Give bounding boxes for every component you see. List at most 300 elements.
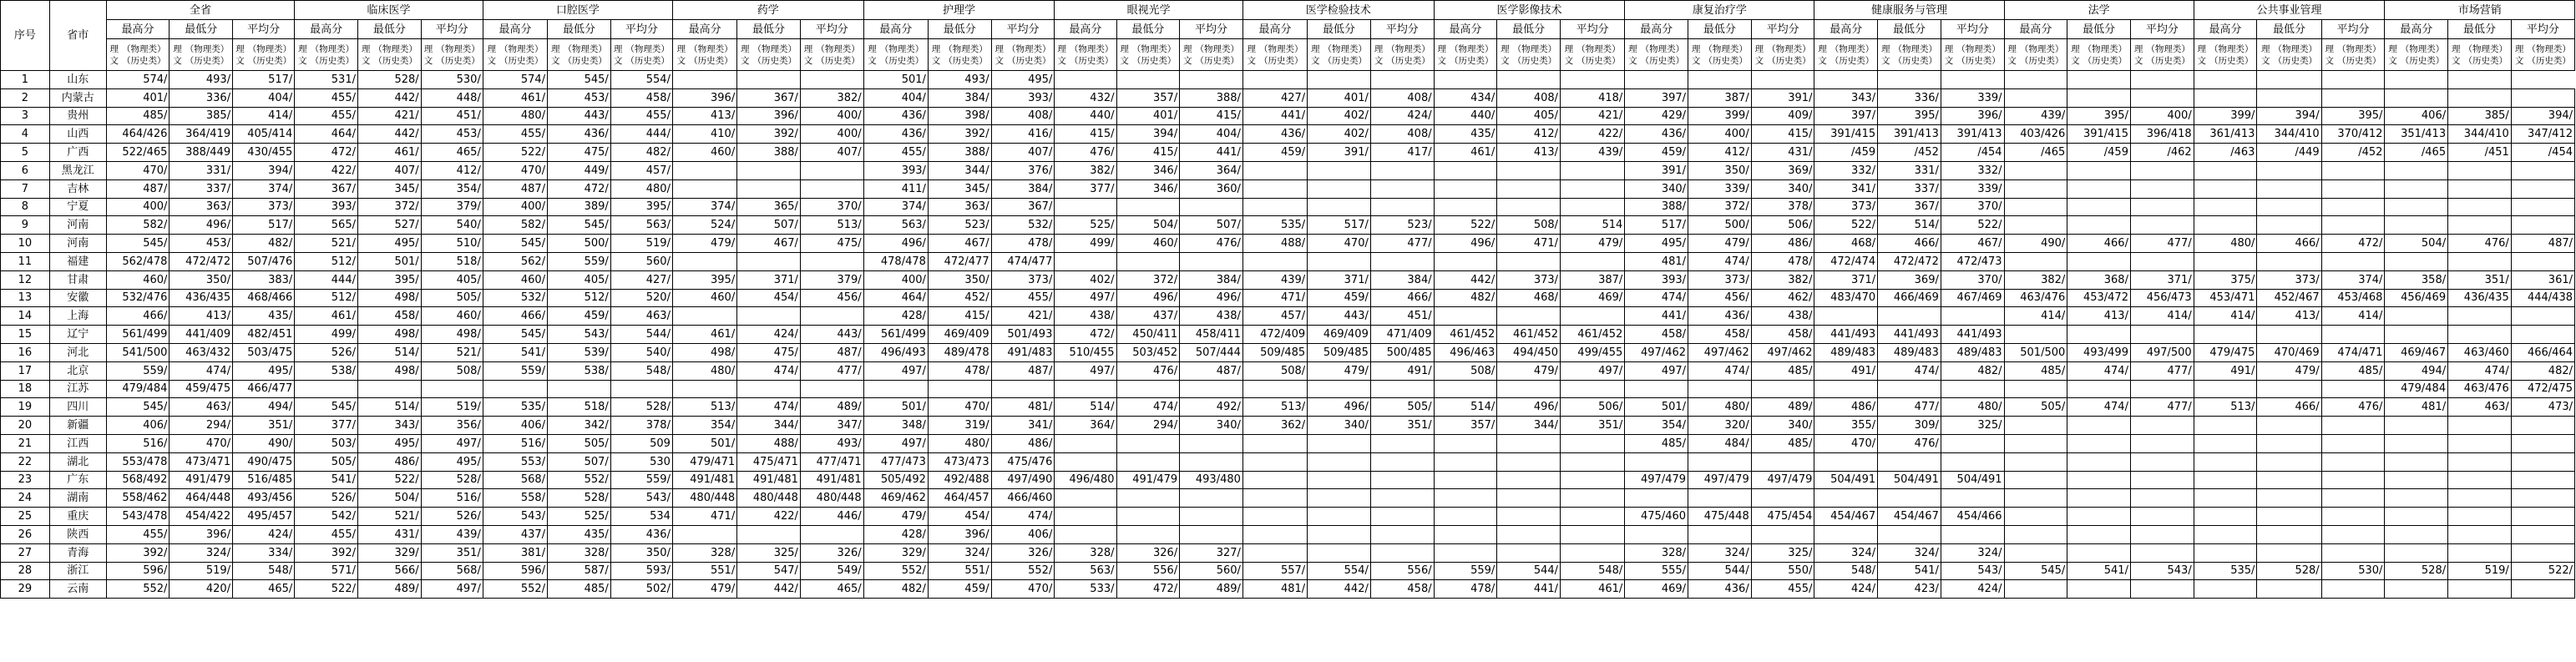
score-cell: 522/ [357, 471, 421, 489]
score-cell [1370, 452, 1434, 471]
score-cell: 410/ [672, 125, 736, 144]
score-cell: 551/ [928, 562, 991, 580]
track-li: 理 [1754, 43, 1764, 54]
score-cell: 548/ [610, 361, 672, 380]
row-index: 4 [1, 125, 50, 144]
track-letters [2452, 43, 2461, 67]
score-cell: 467/469 [1941, 289, 2004, 307]
score-cell [1308, 252, 1371, 270]
province-cell: 江西 [49, 434, 106, 452]
score-cell: 363/ [928, 198, 991, 216]
table-row [1, 270, 2575, 289]
score-cell: 513/ [2194, 398, 2257, 417]
score-cell [1561, 252, 1625, 270]
score-cell: 371/ [1308, 270, 1371, 289]
score-cell: 443/ [800, 326, 863, 344]
score-cell [295, 380, 358, 398]
score-cell: 371/ [2130, 270, 2194, 289]
track-letters [2071, 43, 2080, 67]
score-cell: 472/474 [1814, 252, 1878, 270]
metric-header: 最高分 [2385, 20, 2448, 39]
score-cell: 478/ [991, 235, 1055, 253]
score-cell [1242, 198, 1307, 216]
score-cell [2321, 471, 2385, 489]
score-cell: 477/ [1370, 235, 1434, 253]
score-cell: 442/ [357, 88, 421, 107]
score-cell: 464/ [863, 289, 928, 307]
score-cell [2130, 452, 2194, 471]
score-cell [1180, 525, 1243, 543]
track-letters [1565, 43, 1574, 67]
score-cell: 441/493 [1878, 326, 1941, 344]
group-header: 全省 [106, 1, 295, 20]
track-li: 理 [1628, 43, 1637, 54]
score-cell: 381/ [483, 543, 547, 562]
score-cell: 376/ [991, 161, 1055, 179]
score-cell [2004, 471, 2067, 489]
score-cell: 348/ [863, 417, 928, 435]
score-cell: 441/409 [170, 326, 233, 344]
score-cell: 340/ [1625, 179, 1688, 198]
score-cell: 532/476 [106, 289, 170, 307]
track-li: 理 [741, 43, 750, 54]
score-cell [1941, 489, 2004, 508]
score-cell: 487/ [800, 343, 863, 361]
track-li: 理 [2325, 43, 2335, 54]
score-cell [1625, 489, 1688, 508]
score-cell: 413/ [1497, 144, 1561, 162]
score-cell: 497/ [421, 434, 483, 452]
score-cell [1308, 471, 1371, 489]
score-cell [2321, 71, 2385, 89]
score-cell [1561, 434, 1625, 452]
score-cell [1497, 508, 1561, 526]
score-cell [1242, 508, 1307, 526]
score-cell: 379/ [421, 198, 483, 216]
score-cell: 481/ [991, 398, 1055, 417]
score-cell [1370, 161, 1434, 179]
score-cell: 382/ [1751, 270, 1814, 289]
score-cell [2130, 489, 2194, 508]
score-cell [1814, 307, 1878, 326]
score-cell: 508/ [1497, 216, 1561, 235]
score-cell: 461/ [295, 307, 358, 326]
score-cell: 587/ [548, 562, 611, 580]
score-cell [2004, 580, 2067, 599]
score-cell: 561/499 [863, 326, 928, 344]
score-cell [2321, 417, 2385, 435]
score-cell [1625, 525, 1688, 543]
score-cell: 479/ [672, 580, 736, 599]
score-cell: 504/491 [1878, 471, 1941, 489]
track-li: 理 [235, 43, 245, 54]
score-cell: 357/ [1434, 417, 1497, 435]
track-letters [2007, 43, 2017, 67]
score-cell: 495/ [357, 235, 421, 253]
score-cell: 369/ [1878, 270, 1941, 289]
score-cell [2004, 489, 2067, 508]
score-cell [1751, 71, 1814, 89]
score-cell: 444/438 [2511, 289, 2574, 307]
score-cell: 541/ [483, 343, 547, 361]
track-sub [295, 43, 357, 67]
score-cell [2130, 88, 2194, 107]
score-cell [2448, 252, 2512, 270]
score-cell: 414/ [2004, 307, 2067, 326]
score-cell: 475/ [548, 144, 611, 162]
score-cell: 326/ [1116, 543, 1180, 562]
score-cell: 480/448 [800, 489, 863, 508]
score-cell: 472/473 [1941, 252, 2004, 270]
score-cell: 421/ [991, 307, 1055, 326]
score-cell: 424/ [1370, 107, 1434, 125]
score-cell: 526/ [295, 343, 358, 361]
score-cell: 528/ [2385, 562, 2448, 580]
score-cell [1625, 380, 1688, 398]
score-cell [2385, 489, 2448, 508]
score-cell: 542/ [295, 508, 358, 526]
score-cell [1688, 489, 1752, 508]
score-cell: 466/ [483, 307, 547, 326]
track-history: （历史类） [185, 55, 230, 66]
row-index: 7 [1, 179, 50, 198]
score-cell: 424/ [233, 525, 295, 543]
track-li: 理 [487, 43, 496, 54]
track-letters [1692, 43, 1701, 67]
score-cell [1434, 252, 1497, 270]
track-physics: （物理类） [310, 43, 355, 54]
track-header [1878, 39, 1941, 71]
score-cell: 493/480 [1180, 471, 1243, 489]
track-wen: 文 [994, 55, 1004, 66]
score-cell: 483/470 [1814, 289, 1878, 307]
score-cell: 407/ [800, 144, 863, 162]
track-letters [2325, 43, 2335, 67]
score-cell [2257, 380, 2321, 398]
score-cell: 387/ [1688, 88, 1752, 107]
track-wen: 文 [1437, 55, 1446, 66]
score-cell: 351/ [421, 543, 483, 562]
score-cell: 442/ [1434, 270, 1497, 289]
score-cell: 559/ [483, 361, 547, 380]
score-cell [1561, 198, 1625, 216]
score-cell: 364/ [1180, 161, 1243, 179]
score-cell: 509/485 [1242, 343, 1307, 361]
score-cell [928, 380, 991, 398]
track-wen: 文 [2197, 55, 2207, 66]
score-cell: 437/ [1116, 307, 1180, 326]
score-cell: 367/ [1878, 198, 1941, 216]
track-kinds [248, 43, 292, 67]
row-index: 14 [1, 307, 50, 326]
track-letters [1437, 43, 1446, 67]
track-history: （历史类） [2337, 55, 2381, 66]
score-cell: 392/ [106, 543, 170, 562]
score-cell: 476/ [1055, 144, 1116, 162]
score-cell: 436/435 [170, 289, 233, 307]
score-cell: 559/ [548, 252, 611, 270]
score-cell: 496/480 [1055, 471, 1116, 489]
score-cell [2067, 380, 2131, 398]
score-cell: 466/ [2257, 235, 2321, 253]
score-cell: 487/ [1180, 361, 1243, 380]
score-cell: 458/ [1751, 326, 1814, 344]
score-cell: 416/ [991, 125, 1055, 144]
track-header [1688, 39, 1752, 71]
track-header [2385, 39, 2448, 71]
score-cell: 326/ [991, 543, 1055, 562]
score-cell: 480/448 [672, 489, 736, 508]
score-cell: 346/ [1116, 179, 1180, 198]
score-cell: 458/ [610, 88, 672, 107]
province-cell: 甘肃 [49, 270, 106, 289]
score-cell: 405/414 [233, 125, 295, 144]
score-cell: 464/457 [928, 489, 991, 508]
score-cell [672, 179, 736, 198]
track-wen: 文 [1247, 55, 1257, 66]
score-cell: 543/ [610, 489, 672, 508]
score-cell: 491/ [2194, 361, 2257, 380]
score-cell: 404/ [1180, 125, 1243, 144]
score-cell: 452/ [928, 289, 991, 307]
row-index: 17 [1, 361, 50, 380]
score-cell [2448, 179, 2512, 198]
row-index: 9 [1, 216, 50, 235]
score-cell: 544/ [1688, 562, 1752, 580]
score-cell: 495/ [421, 452, 483, 471]
score-cell [1370, 471, 1434, 489]
track-li: 理 [1881, 43, 1890, 54]
score-cell: 324/ [1878, 543, 1941, 562]
province-cell: 湖北 [49, 452, 106, 471]
score-cell: 450/411 [1116, 326, 1180, 344]
score-cell: 459/ [1308, 289, 1371, 307]
score-cell: 522/ [1434, 216, 1497, 235]
track-letters [932, 43, 941, 67]
score-cell: 454/422 [170, 508, 233, 526]
score-cell: 516/ [483, 434, 547, 452]
score-cell: 412/ [1688, 144, 1752, 162]
track-kinds [1830, 43, 1875, 67]
score-cell: 479/ [1497, 361, 1561, 380]
score-cell [2511, 508, 2574, 526]
score-cell [2448, 452, 2512, 471]
track-header [1180, 39, 1243, 71]
score-cell [2067, 489, 2131, 508]
score-cell: 497/ [1055, 361, 1116, 380]
score-cell: 481/ [1242, 580, 1307, 599]
score-cell [1434, 380, 1497, 398]
score-cell: 474/ [2067, 398, 2131, 417]
score-cell: 468/ [1497, 289, 1561, 307]
score-cell: /462 [2130, 144, 2194, 162]
score-cell: 479/ [1308, 361, 1371, 380]
track-sub [2194, 43, 2257, 67]
score-cell: 404/ [863, 88, 928, 107]
score-cell: 469/ [1625, 580, 1688, 599]
score-cell: 495/ [357, 434, 421, 452]
score-cell: 328/ [1055, 543, 1116, 562]
track-header [737, 39, 801, 71]
track-sub [233, 43, 294, 67]
score-cell: 454/ [928, 508, 991, 526]
table-row [1, 489, 2575, 508]
score-cell: 467/ [737, 235, 801, 253]
track-sub [1878, 43, 1941, 67]
score-cell [610, 380, 672, 398]
score-cell: 497/ [1625, 361, 1688, 380]
score-cell: 472/477 [928, 252, 991, 270]
track-header [170, 39, 233, 71]
track-letters [1120, 43, 1129, 67]
track-kinds [2020, 43, 2064, 67]
score-cell: 401/ [106, 88, 170, 107]
score-cell: 336/ [170, 88, 233, 107]
score-cell [2004, 161, 2067, 179]
score-cell: 489/483 [1878, 343, 1941, 361]
score-cell [1497, 380, 1561, 398]
score-cell [1688, 380, 1752, 398]
score-cell [2321, 452, 2385, 471]
track-wen: 文 [1754, 55, 1764, 66]
score-cell: 341/ [1814, 179, 1878, 198]
score-cell: 409/ [1751, 107, 1814, 125]
score-cell: 463/ [170, 398, 233, 417]
track-history: （历史类） [2209, 55, 2254, 66]
score-cell: 354/ [672, 417, 736, 435]
score-cell: 474/ [1878, 361, 1941, 380]
score-cell [2067, 471, 2131, 489]
score-cell: 559/ [106, 361, 170, 380]
score-cell: 461/ [1434, 144, 1497, 162]
score-cell: 478/ [1751, 252, 1814, 270]
score-cell: 507/ [737, 216, 801, 235]
score-cell [2257, 88, 2321, 107]
score-cell: 367/ [295, 179, 358, 198]
score-cell [2194, 326, 2257, 344]
score-cell [421, 380, 483, 398]
score-cell: 470/ [483, 161, 547, 179]
score-cell [1878, 71, 1941, 89]
score-cell: 472/ [548, 179, 611, 198]
score-cell [1370, 71, 1434, 89]
score-cell: 556/ [1116, 562, 1180, 580]
track-li: 理 [1247, 43, 1257, 54]
metric-header: 最低分 [1116, 20, 1180, 39]
score-cell: 388/449 [170, 144, 233, 162]
score-cell: 489/483 [1941, 343, 2004, 361]
track-letters [2198, 43, 2207, 67]
score-cell [1941, 525, 2004, 543]
track-li: 理 [361, 43, 371, 54]
score-cell: 438/ [1055, 307, 1116, 326]
table-row [1, 417, 2575, 435]
score-cell [1055, 525, 1116, 543]
score-cell: 513/ [800, 216, 863, 235]
track-physics: （物理类） [1131, 43, 1177, 54]
score-cell [1116, 380, 1180, 398]
track-li: 理 [613, 43, 623, 54]
track-history: （历史类） [247, 55, 292, 66]
province-cell: 江苏 [49, 380, 106, 398]
score-cell [2067, 452, 2131, 471]
score-cell [1055, 380, 1116, 398]
score-cell [2130, 417, 2194, 435]
score-cell: 504/491 [1941, 471, 2004, 489]
track-header [610, 39, 672, 71]
track-wen: 文 [1311, 55, 1320, 66]
score-cell [2194, 417, 2257, 435]
track-physics: （物理类） [2273, 43, 2318, 54]
score-cell: 543/ [2130, 562, 2194, 580]
track-letters [1818, 43, 1827, 67]
score-cell: 500/ [548, 235, 611, 253]
score-cell [2321, 380, 2385, 398]
track-wen: 文 [931, 55, 941, 66]
track-header [1434, 39, 1497, 71]
track-header [2448, 39, 2512, 71]
score-cell: 517/ [233, 216, 295, 235]
track-li: 理 [1437, 43, 1446, 54]
score-cell [1116, 452, 1180, 471]
score-cell: 408/ [1497, 88, 1561, 107]
row-index: 3 [1, 107, 50, 125]
score-cell [1434, 508, 1497, 526]
track-history: （历史类） [2019, 55, 2064, 66]
score-cell: 343/ [1814, 88, 1878, 107]
score-cell [2004, 380, 2067, 398]
metric-header: 最高分 [1242, 20, 1307, 39]
score-cell: 373/ [1688, 270, 1752, 289]
score-cell [2004, 543, 2067, 562]
score-cell: 397/ [1625, 88, 1688, 107]
table-row [1, 380, 2575, 398]
metric-header: 最低分 [2257, 20, 2321, 39]
score-cell: 451/ [421, 107, 483, 125]
score-cell: 461/ [483, 88, 547, 107]
score-cell: 477/ [2130, 398, 2194, 417]
score-cell: 528/ [357, 71, 421, 89]
score-cell: 535/ [2194, 562, 2257, 580]
track-letters [487, 43, 496, 67]
score-cell: 485/ [548, 580, 611, 599]
score-cell: 424/ [737, 326, 801, 344]
score-cell: 479/475 [2194, 343, 2257, 361]
score-cell [2004, 252, 2067, 270]
score-cell: 436/ [1625, 125, 1688, 144]
score-cell: 514/ [1434, 398, 1497, 417]
row-index: 16 [1, 343, 50, 361]
score-cell: 471/ [672, 508, 736, 526]
score-cell: 475/448 [1688, 508, 1752, 526]
score-cell: 480/ [928, 434, 991, 452]
score-cell: 329/ [357, 543, 421, 562]
score-cell: 545/ [106, 398, 170, 417]
score-cell: 408/ [1370, 88, 1434, 107]
score-cell [2257, 326, 2321, 344]
score-cell: 556/ [1370, 562, 1434, 580]
score-cell: 530 [610, 452, 672, 471]
score-cell: 487/ [2511, 235, 2574, 253]
score-cell [1370, 508, 1434, 526]
score-cell: 422/ [1561, 125, 1625, 144]
track-physics: （物理类） [247, 43, 292, 54]
score-cell: 391/415 [2067, 125, 2131, 144]
score-cell [2385, 417, 2448, 435]
track-history: （历史类） [2273, 55, 2318, 66]
score-cell [737, 380, 801, 398]
metric-header: 平均分 [1370, 20, 1434, 39]
